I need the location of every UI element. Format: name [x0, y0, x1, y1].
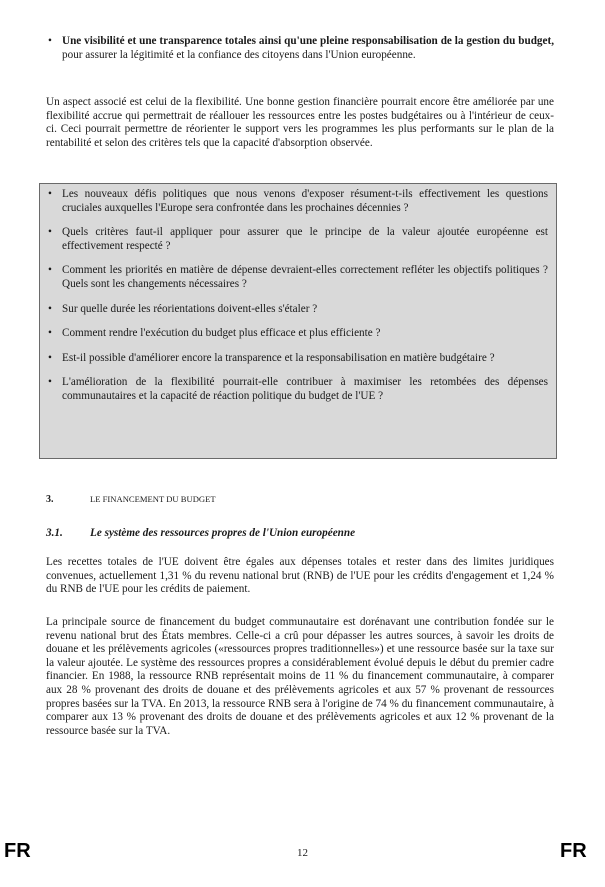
questions-box — [39, 183, 557, 459]
bullet-glyph: • — [48, 226, 52, 239]
bullet-glyph: • — [48, 188, 52, 200]
question-text: Est-il possible d'améliorer encore la transparence et la responsabilisation en matière budgétaire ? — [62, 351, 495, 364]
bullet-glyph: • — [48, 302, 52, 315]
bullet-glyph: • — [48, 264, 52, 277]
bullet-glyph: • — [48, 327, 52, 340]
question-item — [46, 188, 548, 215]
section-3-number: 3. — [46, 494, 54, 505]
bullet-glyph: • — [48, 35, 52, 47]
question-item — [46, 226, 548, 253]
bullet-glyph: • — [48, 376, 52, 389]
page-number: 12 — [297, 847, 308, 859]
language-marker-left: FR — [4, 840, 31, 862]
question-text: Comment rendre l'exécution du budget plus efficace et plus efficiente ? — [62, 327, 381, 340]
intro-bullet-rest: pour assurer la légitimité et la confiance des citoyens dans l'Union européenne. — [62, 48, 416, 61]
question-text: Comment les priorités en matière de dépense devraient-elles correctement refléter les objectifs politiques ? Quels sont les changements nécessaires ? — [62, 264, 548, 290]
question-item — [46, 327, 548, 341]
language-marker-right: FR — [560, 840, 587, 862]
intro-bullet-text — [62, 35, 554, 62]
section-3-1-heading — [46, 527, 554, 541]
question-text: Quels critères faut-il appliquer pour assurer que le principe de la valeur ajoutée européenne est effectivement respecté ? — [62, 226, 548, 252]
question-text: L'amélioration de la flexibilité pourrait-elle contribuer à maximiser les retombées des dépenses communautaires et la capacité de réaction politique du budget de l'UE ? — [62, 376, 548, 402]
intro-bullet — [46, 35, 554, 62]
bullet-glyph: • — [48, 351, 52, 364]
question-item — [46, 303, 548, 317]
intro-bullet-bold: Une visibilité et une transparence totales ainsi qu'une pleine responsabilisation de la gestion du budget, — [62, 35, 554, 47]
question-text: Sur quelle durée les réorientations doivent-elles s'étaler ? — [62, 302, 318, 315]
question-item — [46, 264, 548, 291]
paragraph-recettes: Les recettes totales de l'UE doivent être égales aux dépenses totales et rester dans des limites juridiques convenues, actuellement 1,31 % du revenu national brut (RNB) de l'UE pour les crédits d'engagement et 1,24 % du RNB de l'UE pour les crédits de paiement. — [46, 556, 554, 596]
paragraph-flexibility: Un aspect associé est celui de la flexibilité. Une bonne gestion financière pourrait encore être améliorée par une flexibilité accrue qui permettrait de réallouer les ressources entre les postes budgétaires ou à l'intérieur de ceux-ci. Ceci pourrait permettre de réorienter le support vers les programmes les plus performants sur le plan de la rentabilité et selon des critères tels que la capacité d'absorption observée. — [46, 96, 554, 149]
section-3-title: LE FINANCEMENT DU BUDGET — [90, 494, 216, 504]
paragraph-source-financement: La principale source de financement du budget communautaire est dorénavant une contribution fondée sur le revenu national brut des États membres. Celle-ci a crû pour dépasser les autres sources, à savoir les droits de douane et les prélèvements agricoles («ressources propres traditionnelles») et une ressource basée sur la taxe sur la valeur ajoutée. Le système des ressources propres a considérablement évolué depuis le début du premier cadre financier. En 1988, la ressource RNB représentait moins de 11 % du financement communautaire, à comparer aux 28 % provenant des droits de douane et des prélèvements agricoles et aux 57 % provenant de ressources propres basées sur la TVA. En 2013, la ressource RNB sera à l'origine de 74 % du financement communautaire, à comparer aux 13 % provenant des droits de douane et des prélèvements agricoles et aux 12 % provenant de la ressource basée sur la TVA. — [46, 616, 554, 737]
section-3-1-number: 3.1. — [46, 527, 63, 539]
question-text: Les nouveaux défis politiques que nous venons d'exposer résument-t-ils effectivement les questions cruciales auxquelles l'Europe sera confrontée dans les prochaines décennies ? — [62, 188, 548, 214]
question-item — [46, 352, 548, 366]
section-3-1-title: Le système des ressources propres de l'Union européenne — [90, 527, 356, 539]
section-3-heading — [46, 493, 554, 507]
question-item — [46, 376, 548, 403]
